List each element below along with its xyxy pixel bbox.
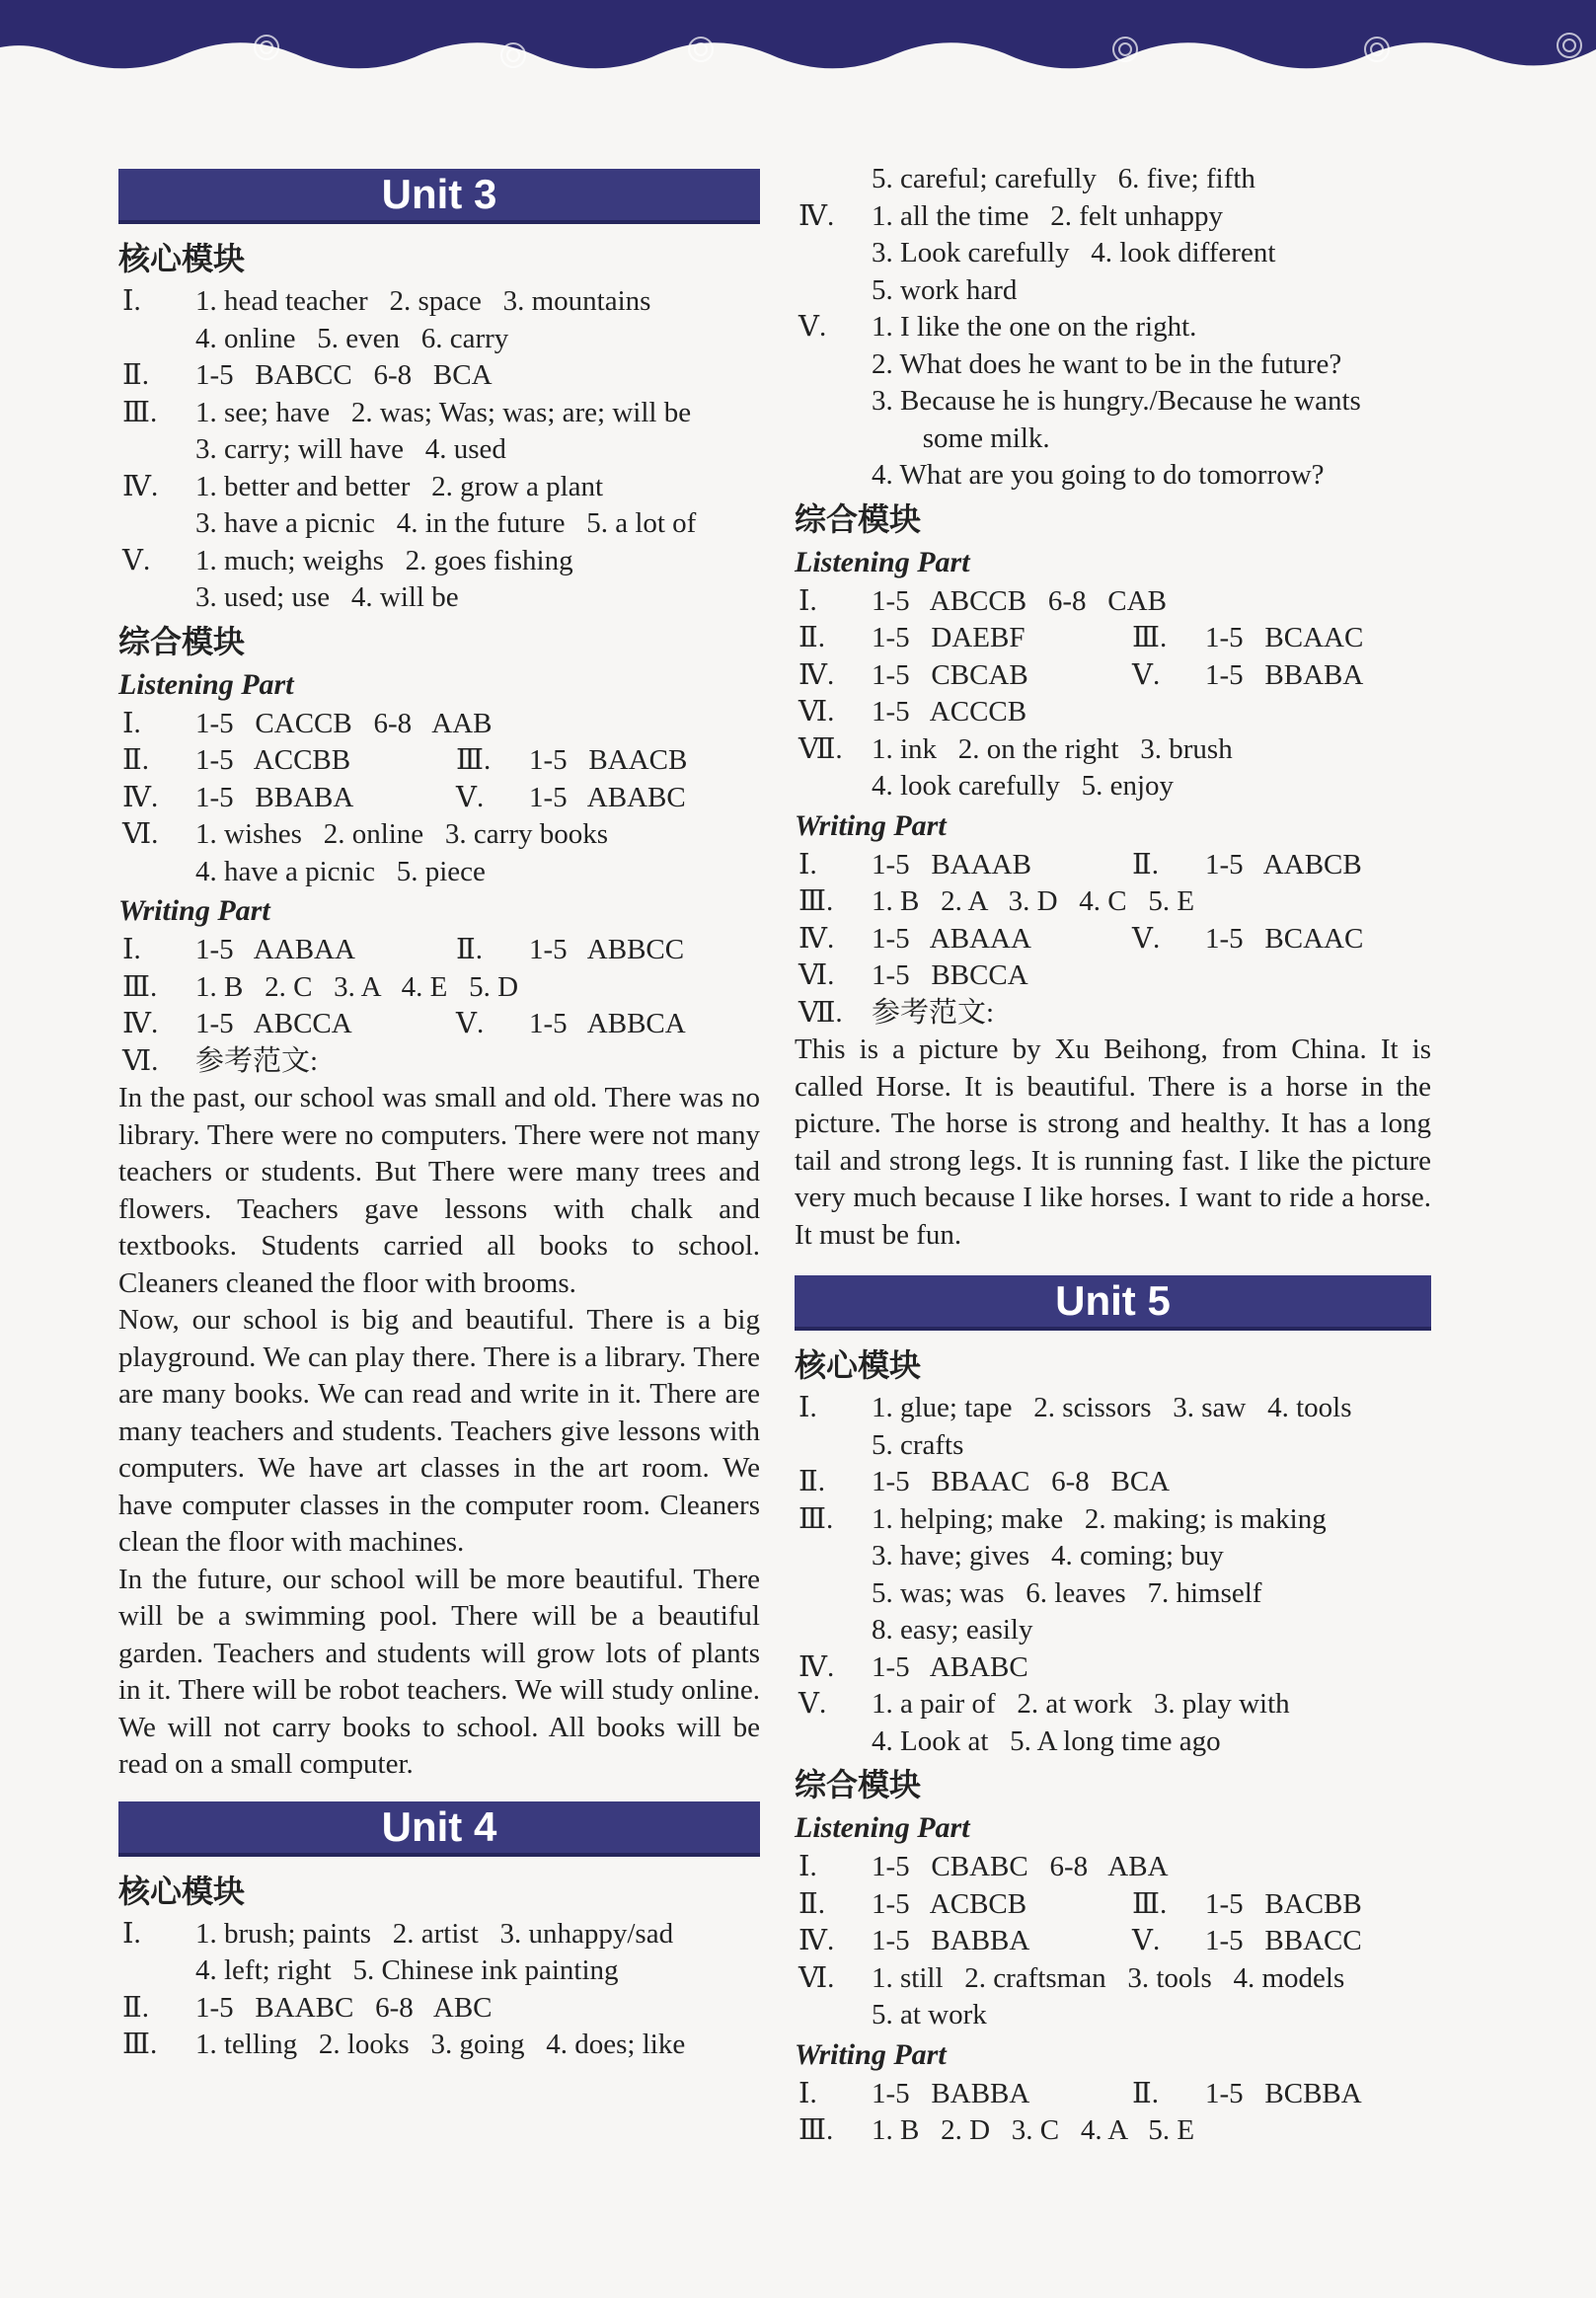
unit4-core-item-5: Ⅴ. 1. I like the one on the right. 2. What does he want to be in the future? 3. Because he is hungry./Because he wants some milk. 4. What are you going to do tomorrow? (798, 311, 1361, 491)
unit4-listening-5: Ⅶ. 1. ink 2. on the right 3. brush 4. look carefully 5. enjoy (798, 732, 1233, 802)
unit3-writing-3: Ⅳ. 1-5 ABCCA Ⅴ. 1-5 ABBCA (122, 1008, 686, 1039)
unit4-writing-3: Ⅳ. 1-5 ABAAA Ⅴ. 1-5 BCAAC (798, 922, 1364, 955)
unit4-listening-1: Ⅰ. 1-5 ABCCB 6-8 CAB (798, 584, 1167, 617)
unit5-core-item-2: Ⅱ. 1-5 BBAAC 6-8 BCA (798, 1466, 1171, 1497)
unit5-listening-3: Ⅳ. 1-5 BABBA Ⅴ. 1-5 BBACC (798, 1925, 1362, 1956)
decorative-wave-banner (0, 0, 1596, 79)
unit3-listening-4: Ⅵ. 1. wishes 2. online 3. carry books 4. have a picnic 5. piece (122, 818, 609, 887)
unit3-core-item-3: Ⅲ. 1. see; have 2. was; Was; was; are; will be 3. carry; will have 4. used (122, 396, 692, 465)
core-module-heading: 核心模块 (118, 240, 246, 277)
writing-part-heading: Writing Part (118, 894, 270, 927)
unit4-writing-2: Ⅲ. 1. B 2. A 3. D 4. C 5. E (798, 885, 1195, 917)
listening-part-heading: Listening Part (795, 1811, 970, 1844)
unit5-listening-1: Ⅰ. 1-5 CBABC 6-8 ABA (798, 1851, 1169, 1882)
unit-3-title: Unit 3 (118, 169, 760, 224)
unit5-writing-2: Ⅲ. 1. B 2. D 3. C 4. A 5. E (798, 2114, 1195, 2146)
unit4-core-item-3: Ⅲ. 1. telling 2. looks 3. going 4. does; like (122, 2029, 686, 2060)
unit5-listening-2: Ⅱ. 1-5 ACBCB Ⅲ. 1-5 BACBB (798, 1887, 1362, 1920)
unit4-core-item-2: Ⅱ. 1-5 BAABC 6-8 ABC (122, 1991, 493, 2024)
writing-part-heading: Writing Part (795, 2037, 947, 2071)
listening-part-heading: Listening Part (795, 545, 970, 578)
unit3-writing-4: Ⅵ. 参考范文: (122, 1044, 319, 1077)
unit4-listening-4: Ⅵ. 1-5 ACCCB (798, 696, 1027, 728)
unit-4-title: Unit 4 (118, 1801, 760, 1857)
unit5-listening-4: Ⅵ. 1. still 2. craftsman 3. tools 4. models 5. at work (798, 1961, 1345, 2030)
unit3-core-item-5: Ⅴ. 1. much; weighs 2. goes fishing 3. used; use 4. will be (122, 544, 573, 613)
unit5-core-item-1: Ⅰ. 1. glue; tape 2. scissors 3. saw 4. tools 5. crafts (798, 1392, 1352, 1461)
unit4-core-item-4: Ⅳ. 1. all the time 2. felt unhappy 3. Look carefully 4. look different 5. work hard (798, 199, 1276, 306)
unit3-listening-2: Ⅱ. 1-5 ACCBB Ⅲ. 1-5 BAACB (122, 744, 688, 776)
unit3-listening-3: Ⅳ. 1-5 BBABA Ⅴ. 1-5 ABABC (122, 781, 686, 813)
unit3-writing-1: Ⅰ. 1-5 AABAA Ⅱ. 1-5 ABBCC (122, 934, 685, 965)
unit5-core-item-5: Ⅴ. 1. a pair of 2. at work 3. play with 4. Look at 5. A long time ago (798, 1688, 1290, 1757)
unit4-core-item-1: Ⅰ. 1. brush; paints 2. artist 3. unhappy/sad 4. left; right 5. Chinese ink painting (122, 1917, 674, 1986)
unit3-core-item-1: Ⅰ. 1. head teacher 2. space 3. mountains 4. online 5. even 6. carry (122, 285, 651, 354)
unit4-writing-5: Ⅶ. 参考范文: (798, 996, 995, 1029)
unit3-sample-essay: In the past, our school was small and old. There was no library. There were no computers. There were not many teachers or students. But There were many trees and flowers. Teachers gave lessons with chalk and textbooks. Students carried all books to school. Cleaners cleaned the floor with brooms. Now, our school is big and beautiful. There is a big playground. We can play there. There is a library. There are many books. We can read and write in it. There are many teachers and students. Teachers give lessons with computers. We have art classes in the art room. We have computer classes in the computer room. Cleaners clean the floor with machines. In the future, our school will be more beautiful. There will be a swimming pool. There will be a beautiful garden. Teachers and students will grow lots of plants in it. There will be robot teachers. We will study online. We will not carry books to school. All books will be read on a small computer. (118, 1082, 760, 1780)
combo-module-heading: 综合模块 (118, 622, 246, 660)
unit3-writing-2: Ⅲ. 1. B 2. C 3. A 4. E 5. D (122, 970, 519, 1003)
unit4-writing-4: Ⅵ. 1-5 BBCCA (798, 959, 1028, 991)
unit4-core-item-3-cont: 5. careful; carefully 6. five; fifth (872, 163, 1255, 194)
unit3-listening-1: Ⅰ. 1-5 CACCB 6-8 AAB (122, 707, 493, 739)
unit4-writing-1: Ⅰ. 1-5 BAAAB Ⅱ. 1-5 AABCB (798, 848, 1362, 881)
unit3-core-item-4: Ⅳ. 1. better and better 2. grow a plant 3. have a picnic 4. in the future 5. a lot of (122, 470, 697, 539)
unit4-sample-essay: This is a picture by Xu Beihong, from China. It is called Horse. It is beautiful. There is a horse in the picture. The horse is strong and healthy. It has a long tail and strong legs. It is running fast. I like the picture very much because I like horses. I want to ride a horse. It must be fun. (795, 1034, 1431, 1251)
combo-module-heading: 综合模块 (795, 499, 922, 538)
core-module-heading: 核心模块 (118, 1872, 246, 1910)
listening-part-heading: Listening Part (118, 667, 294, 701)
core-module-heading: 核心模块 (795, 1346, 922, 1384)
writing-part-heading: Writing Part (795, 808, 947, 842)
unit5-core-item-4: Ⅳ. 1-5 ABABC (798, 1650, 1028, 1683)
unit5-core-item-3: Ⅲ. 1. helping; make 2. making; is making 3. have; gives 4. coming; buy 5. was; was 6. leaves 7. himself 8. easy; easily (798, 1502, 1327, 1646)
unit5-writing-1: Ⅰ. 1-5 BABBA Ⅱ. 1-5 BCBBA (798, 2077, 1362, 2109)
unit4-listening-3: Ⅳ. 1-5 CBCAB Ⅴ. 1-5 BBABA (798, 658, 1364, 691)
unit4-listening-2: Ⅱ. 1-5 DAEBF Ⅲ. 1-5 BCAAC (798, 622, 1364, 653)
right-column (795, 161, 1431, 2150)
unit3-core-item-2: Ⅱ. 1-5 BABCC 6-8 BCA (122, 359, 493, 391)
combo-module-heading: 综合模块 (795, 1766, 922, 1803)
unit-5-title: Unit 5 (795, 1275, 1431, 1331)
left-column (118, 161, 760, 2064)
